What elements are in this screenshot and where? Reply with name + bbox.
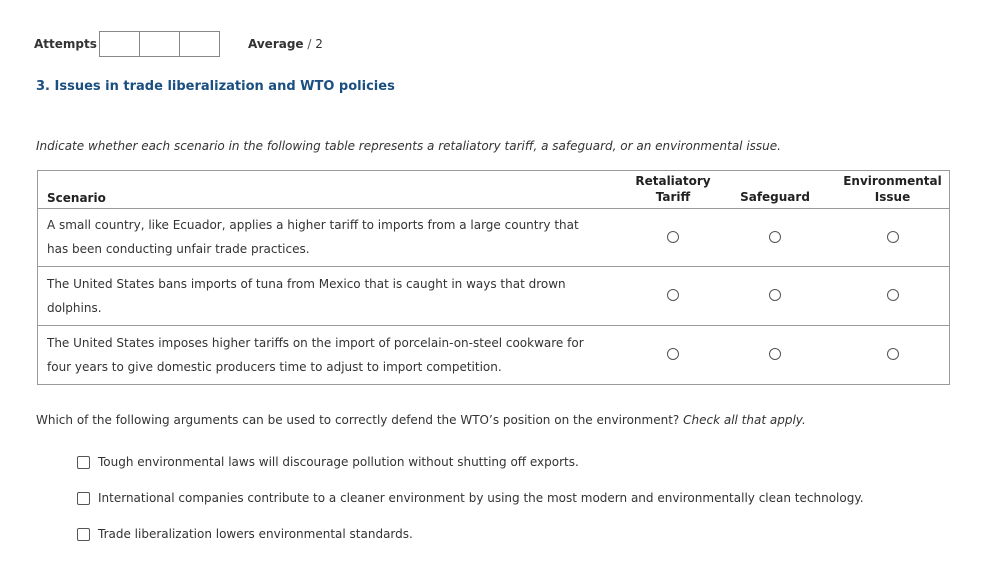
radio-environmental-issue[interactable] [887,231,899,243]
option-label: Trade liberalization lowers environmental standards. [98,527,413,541]
question2-hint: Check all that apply. [683,413,806,427]
cell-retaliatory [632,267,714,326]
header-environmental-line1: Environmental [843,173,942,188]
header-retaliatory-line2: Tariff [655,189,691,204]
scenario-text [38,325,632,384]
average-separator: / [303,37,316,51]
table-row [38,208,949,267]
checkbox[interactable] [77,528,90,541]
cell-safeguard [714,208,836,267]
question2-prompt [36,413,806,427]
question-instruction: Indicate whether each scenario in the following table represents a retaliatory tariff, a safeguard, or an environmental issue. [36,139,781,153]
scenario-line: A small country, like Ecuador, applies a higher tariff to imports from a large country that [47,218,579,233]
option-label: International companies contribute to a cleaner environment by using the most modern and environmentally clean technology. [98,491,864,505]
attempt-box-1 [99,31,140,57]
header-safeguard [714,171,836,208]
attempt-box-2 [139,31,180,57]
average-score [248,37,323,51]
option-item[interactable] [77,527,413,541]
radio-retaliatory-tariff[interactable] [667,289,679,301]
header-safeguard-label: Safeguard [740,189,810,204]
attempt-box-3 [179,31,220,57]
header-environmental-issue [836,171,949,208]
header-environmental-line2: Issue [874,189,911,204]
scenario-text [38,208,632,267]
header-retaliatory-tariff [632,171,714,208]
option-item[interactable] [77,455,579,469]
checkbox[interactable] [77,492,90,505]
option-label: Tough environmental laws will discourage pollution without shutting off exports. [98,455,579,469]
scenario-line: The United States bans imports of tuna from Mexico that is caught in ways that drown [47,276,566,291]
scenario-line: The United States imposes higher tariffs on the import of porcelain-on-steel cookware for [47,335,584,350]
cell-environmental [836,208,949,267]
radio-environmental-issue[interactable] [887,289,899,301]
average-max: 2 [315,37,323,51]
header-retaliatory-line1: Retaliatory [635,173,711,188]
attempts-row [34,31,219,57]
cell-retaliatory [632,208,714,267]
scenario-line: dolphins. [47,300,102,315]
table-row [38,267,949,326]
header-scenario: Scenario [47,190,106,205]
radio-safeguard[interactable] [769,348,781,360]
cell-environmental [836,325,949,384]
table-row [38,325,949,384]
table-header-row [38,171,949,208]
checkbox[interactable] [77,456,90,469]
attempts-label: Attempts [34,37,97,51]
average-label: Average [248,37,304,51]
radio-safeguard[interactable] [769,289,781,301]
cell-safeguard [714,267,836,326]
scenario-line: four years to give domestic producers time to adjust to import competition. [47,359,502,374]
scenario-text [38,267,632,326]
radio-environmental-issue[interactable] [887,348,899,360]
attempt-boxes [99,31,219,57]
option-item[interactable] [77,491,864,505]
cell-environmental [836,267,949,326]
scenario-table [37,170,950,385]
scenario-line: has been conducting unfair trade practices. [47,242,310,257]
question-title: 3. Issues in trade liberalization and WTO policies [36,79,395,94]
radio-retaliatory-tariff[interactable] [667,231,679,243]
cell-safeguard [714,325,836,384]
radio-safeguard[interactable] [769,231,781,243]
question2-text: Which of the following arguments can be used to correctly defend the WTO’s position on the environment? [36,413,684,427]
radio-retaliatory-tariff[interactable] [667,348,679,360]
cell-retaliatory [632,325,714,384]
